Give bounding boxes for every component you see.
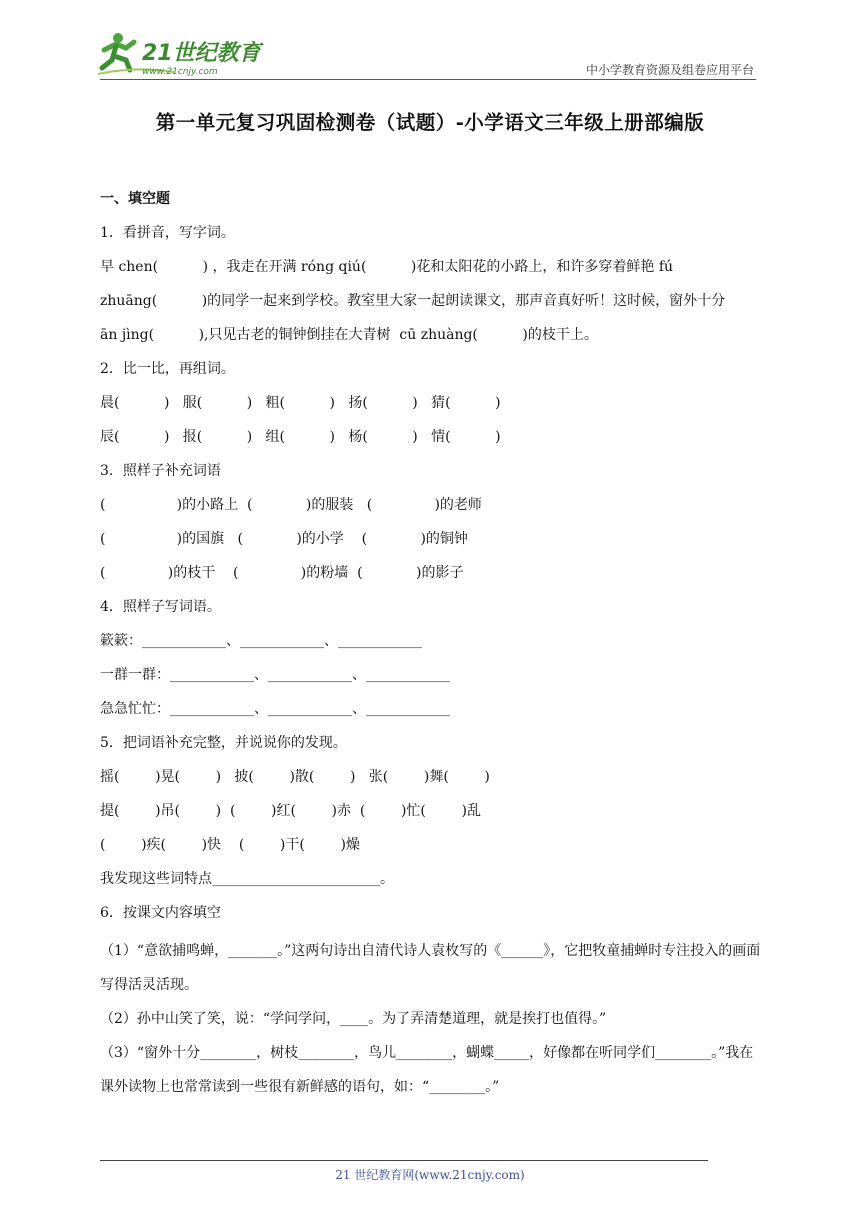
q2-title: 2．比一比，再组词。: [100, 361, 235, 377]
q5-line-1: 摇( )晃( ) 披( )散( ) 张( )舞( ): [100, 769, 490, 785]
q5-title: 5．把词语补充完整，并说说你的发现。: [100, 735, 347, 751]
q2-line-2: 辰( ) 报( ) 组( ) 杨( ) 情( ): [100, 429, 501, 445]
q4-line-2: 一群一群：____________、____________、____________: [100, 667, 450, 683]
page-title: 第一单元复习巩固检测卷（试题）-小学语文三年级上册部编版: [155, 111, 705, 134]
worksheet-body: [100, 186, 765, 1104]
footer-divider: [100, 1160, 708, 1161]
q3-line-3: ( )的枝干 ( )的粉墙 ( )的影子: [100, 565, 464, 581]
q1-line-2: zhuāng( )的同学一起来到学校。教室里大家一起朗读课文，那声音真好听！这时候，窗外十分: [100, 293, 726, 309]
q4-line-3: 急急忙忙：____________、____________、____________: [100, 701, 450, 717]
q4-title: 4．照样子写词语。: [100, 599, 221, 615]
q6-part-1: （1）“意欲捕鸣蝉，_______。”这两句诗出自清代诗人袁枚写的《______》，它把牧童捕蝉时专注投入的画面写得活灵活现。: [100, 943, 761, 993]
svg-text:21世纪教育: 21世纪教育: [142, 41, 261, 66]
q3-line-2: ( )的国旗 ( )的小学 ( )的铜钟: [100, 531, 468, 547]
q6-part-3: （3）“窗外十分________，树枝________，鸟儿________，蝴蝶_____，好像都在听同学们________。”我在课外读物上也常常读到一些很有新鲜感的语句，如：“________。”: [100, 1045, 754, 1095]
logo-21cnjy: [96, 30, 266, 78]
section-heading: 一、填空题: [100, 191, 170, 207]
footer-link[interactable]: 21 世纪教育网(www.21cnjy.com): [335, 1168, 525, 1182]
q1-line-3: ān jìng( ),只见古老的铜钟倒挂在大青树 cū zhuàng( )的枝干上。: [100, 327, 598, 343]
header-divider: [100, 79, 756, 80]
q6-part-2: （2）孙中山笑了笑，说：“学问学问，____。为了弄清楚道理，就是挨打也值得。”: [100, 1011, 607, 1027]
q6-title: 6．按课文内容填空: [100, 905, 221, 921]
page-header: [0, 0, 860, 80]
q5-line-4: 我发现这些词特点________________________。: [100, 871, 394, 887]
q1-title: 1．看拼音，写字词。: [100, 225, 235, 241]
platform-label: 中小学教育资源及组卷应用平台: [585, 63, 754, 77]
q3-line-1: ( )的小路上 ( )的服装 ( )的老师: [100, 497, 482, 513]
q2-line-1: 晨( ) 服( ) 粗( ) 扬( ) 猜( ): [100, 395, 501, 411]
q5-line-3: ( )疾( )快 ( )干( )燥: [100, 837, 360, 853]
q3-title: 3．照样子补充词语: [100, 463, 221, 479]
q4-line-1: 簌簌：____________、____________、____________: [100, 633, 422, 649]
q1-line-1: 早 chen( ) ，我走在开满 róng qiú( )花和太阳花的小路上，和许多穿着鲜艳 fú: [100, 259, 674, 275]
q5-line-2: 提( )吊( ) ( )红( )赤 ( )忙( )乱: [100, 803, 481, 819]
svg-text:www.21cnjy.com: www.21cnjy.com: [142, 67, 218, 77]
